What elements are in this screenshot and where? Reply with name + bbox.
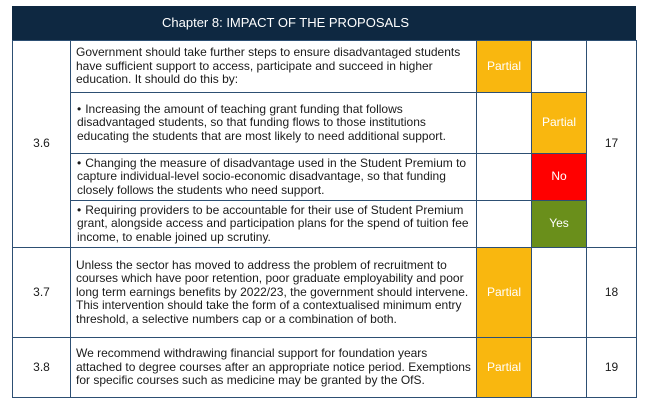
rating-cell: Partial: [477, 338, 532, 398]
rating-cell: Partial: [477, 41, 532, 93]
rating-cell: Partial: [532, 93, 587, 154]
table-row: [13, 248, 637, 338]
empty-cell: [532, 41, 587, 93]
empty-cell: [532, 338, 587, 398]
table-row: [13, 41, 637, 93]
page-reference: 17: [587, 41, 637, 248]
empty-cell: [532, 248, 587, 338]
recommendation-text: Unless the sector has moved to address the problem of recruitment to courses which have poor retention, poor graduate employability and poor long term earnings benefits by 2022/23, the government should intervene. This intervention should take the form of a contextualised minimum entry threshold, a selective numbers cap or a combination of both.: [71, 248, 477, 338]
table-row: [13, 93, 637, 154]
chapter-title: Chapter 8: IMPACT OF THE PROPOSALS: [162, 15, 410, 30]
subitem-text-content: Changing the measure of disadvantage used in the Student Premium to capture individual-level socio-economic disadvantage, so that funding closely follows the students who need support.: [77, 155, 467, 197]
empty-cell: [477, 93, 532, 154]
bullet-icon: •: [77, 155, 82, 170]
recommendation-text: Government should take further steps to ensure disadvantaged students have sufficient support to access, participate and succeed in higher education. It should do this by:: [71, 41, 477, 93]
subitem-text: [71, 154, 477, 201]
rating-cell: No: [532, 154, 587, 201]
rating-cell: Partial: [477, 248, 532, 338]
table-row: [13, 338, 637, 398]
chapter-header: [12, 6, 636, 40]
bullet-icon: •: [77, 202, 82, 217]
table-row: [13, 154, 637, 201]
subitem-text: [71, 201, 477, 248]
recommendations-table: [12, 40, 637, 398]
empty-cell: [477, 154, 532, 201]
rating-cell: Yes: [532, 201, 587, 248]
recommendation-text: We recommend withdrawing financial support for foundation years attached to degree courses after an appropriate notice period. Exemptions for specific courses such as medicine may be granted by the OfS.: [71, 338, 477, 398]
page-reference: 19: [587, 338, 637, 398]
recommendation-number: 3.7: [13, 248, 71, 338]
subitem-text-content: Requiring providers to be accountable for their use of Student Premium grant, alongside access and participation plans for the spend of tuition fee income, to enable joined up scrutiny.: [77, 202, 469, 244]
page-reference: 18: [587, 248, 637, 338]
table-row: [13, 201, 637, 248]
empty-cell: [477, 201, 532, 248]
recommendation-number: 3.8: [13, 338, 71, 398]
subitem-text: [71, 93, 477, 154]
recommendation-number: 3.6: [13, 41, 71, 248]
bullet-icon: •: [77, 101, 82, 116]
subitem-text-content: Increasing the amount of teaching grant funding that follows disadvantaged students, so that funding flows to those institutions educating the students that are most likely to need additional support.: [77, 101, 446, 143]
